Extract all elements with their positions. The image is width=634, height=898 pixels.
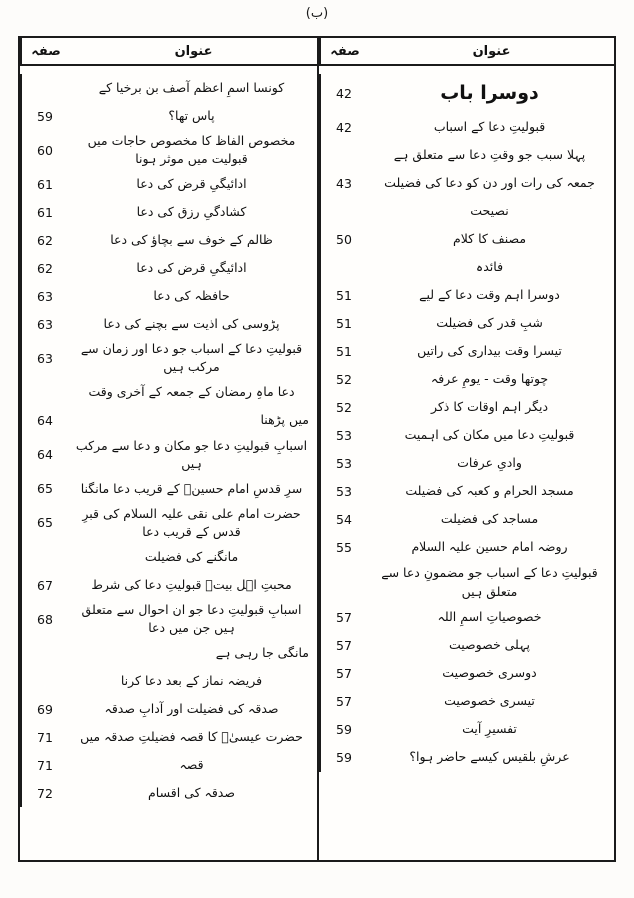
header-title-label: عنوان [174, 43, 213, 59]
table-row [319, 744, 614, 772]
table-row [319, 422, 614, 450]
table-row [319, 632, 614, 660]
entry-title: ادائیگیِ قرض کی دعا [136, 176, 247, 192]
entry-title: صدقہ کی فضیلت اور آدابِ صدقہ [104, 701, 279, 717]
table-row [319, 282, 614, 310]
table-row [319, 450, 614, 478]
column-header-right [319, 38, 614, 66]
entry-page: 57 [319, 660, 367, 688]
entry-title: عرشِ بلقیس کیسے حاضر ہوا؟ [409, 749, 570, 765]
table-row [20, 282, 317, 310]
table-row [319, 604, 614, 632]
entry-title: دیگر اہم اوقات کا ذکر [430, 399, 549, 415]
table-row [319, 74, 614, 114]
entry-title: دوسرا باب [440, 82, 539, 104]
table-row [20, 310, 317, 338]
table-of-contents [18, 36, 616, 862]
entry-page: 64 [20, 435, 68, 475]
entry-title: اسبابِ قبولیتِ دعا جو ان احوال سے متعلق ہیں جن میں دعا [81, 602, 302, 636]
toc-column-right [317, 38, 614, 860]
entry-title: حضرت امام علی نقی علیہ السلام کی قبرِ قدس کے قریب دعا [82, 505, 301, 539]
toc-rows-right [319, 66, 614, 860]
column-header-left [20, 38, 317, 66]
entry-title: پہلا سبب جو وقتِ دعا سے متعلق ہے [393, 147, 586, 163]
entry-page [20, 667, 68, 695]
entry-title: تفسیرِ آیت [462, 721, 517, 737]
table-row [319, 198, 614, 226]
entry-title: شبِ قدر کی فضیلت [436, 315, 543, 331]
entry-title: پہلی خصوصیت [448, 637, 531, 653]
entry-page: 52 [319, 394, 367, 422]
table-row [319, 534, 614, 562]
entry-page: 52 [319, 366, 367, 394]
entry-page: 42 [319, 114, 367, 142]
table-row [20, 379, 317, 407]
table-row [20, 74, 317, 102]
entry-title: مخصوص الفاظ کا مخصوص حاجات میں قبولیت میں موثر ہونا [87, 133, 296, 167]
table-row [20, 723, 317, 751]
entry-page: 61 [20, 198, 68, 226]
entry-page: 67 [20, 571, 68, 599]
entry-page: 59 [319, 716, 367, 744]
table-row [20, 543, 317, 571]
table-row [20, 407, 317, 435]
entry-page: 63 [20, 310, 68, 338]
entry-page: 65 [20, 503, 68, 543]
entry-page: 53 [319, 450, 367, 478]
table-row [319, 170, 614, 198]
table-row [319, 478, 614, 506]
entry-title: تیسری خصوصیت [444, 693, 535, 709]
table-row [20, 254, 317, 282]
table-row [20, 751, 317, 779]
entry-title: چوتھا وقت - یومِ عرفہ [430, 371, 549, 387]
entry-title: کونسا اسمِ اعظم آصف بن برخیا کے [98, 79, 285, 95]
entry-title: فریضہ نماز کے بعد دعا کرنا [120, 673, 263, 689]
entry-title: اسبابِ قبولیتِ دعا جو مکان و دعا سے مرکب ہیں [75, 437, 308, 471]
entry-title: قبولیتِ دعا میں مکان کی اہمیت [404, 427, 575, 443]
entry-page: 62 [20, 226, 68, 254]
entry-title: قبولیتِ دعا کے اسباب [433, 119, 546, 135]
table-row [20, 667, 317, 695]
page-marker: (ب) [305, 6, 329, 21]
table-row [319, 716, 614, 744]
entry-page [20, 379, 68, 407]
entry-page: 53 [319, 422, 367, 450]
entry-page: 59 [20, 102, 68, 130]
table-row [319, 142, 614, 170]
entry-page [20, 639, 68, 667]
table-row [20, 779, 317, 807]
entry-title: حافظہ کی دعا [153, 288, 230, 304]
entry-title: دوسرا اہم وقت دعا کے لیے [419, 287, 560, 303]
entry-page: 62 [20, 254, 68, 282]
entry-title: مساجد کی فضیلت [440, 511, 539, 527]
entry-title: خصوصیاتِ اسمِ اللہ [437, 609, 542, 625]
table-row [319, 366, 614, 394]
entry-page: 59 [319, 744, 367, 772]
entry-page: 50 [319, 226, 367, 254]
entry-title: محبتِ اہل بیتؑ قبولیتِ دعا کی شرط [91, 576, 292, 592]
entry-page: 57 [319, 604, 367, 632]
table-row [20, 695, 317, 723]
entry-page: 53 [319, 478, 367, 506]
table-row [20, 639, 317, 667]
header-page-label: صفہ [319, 38, 369, 64]
table-row [20, 226, 317, 254]
entry-page [20, 543, 68, 571]
table-row [20, 170, 317, 198]
entry-page [319, 198, 367, 226]
entry-page: 69 [20, 695, 68, 723]
entry-title: مانگی جا رہی ہے [215, 645, 309, 661]
toc-column-left [20, 38, 317, 860]
entry-page: 61 [20, 170, 68, 198]
table-row [20, 503, 317, 543]
entry-title: پاس تھا؟ [168, 107, 215, 123]
table-row [319, 562, 614, 604]
table-row [20, 475, 317, 503]
entry-page: 63 [20, 282, 68, 310]
entry-page [319, 254, 367, 282]
entry-page: 64 [20, 407, 68, 435]
entry-title: روضہ امام حسین علیہ السلام [411, 539, 568, 555]
entry-page: 68 [20, 599, 68, 639]
entry-page: 42 [319, 74, 367, 114]
entry-page: 60 [20, 130, 68, 170]
entry-title: صدقہ کی اقسام [148, 785, 235, 801]
entry-page: 65 [20, 475, 68, 503]
entry-title: فائدہ [475, 259, 504, 275]
entry-page [319, 142, 367, 170]
entry-page [319, 562, 367, 604]
entry-title: دعا ماہِ رمضان کے جمعہ کے آخری وقت [88, 384, 295, 400]
table-row [319, 660, 614, 688]
entry-title: قبولیتِ دعا کے اسباب جو مضمونِ دعا سے متعلق ہیں [381, 565, 598, 599]
entry-page: 72 [20, 779, 68, 807]
table-row [319, 226, 614, 254]
table-row [20, 102, 317, 130]
table-row [20, 571, 317, 599]
table-row [20, 599, 317, 639]
table-row [319, 394, 614, 422]
entry-page [20, 74, 68, 102]
entry-title: پڑوسی کی اذیت سے بچنے کی دعا [103, 316, 280, 332]
entry-page: 54 [319, 506, 367, 534]
table-row [319, 310, 614, 338]
entry-title: قصہ [179, 757, 204, 773]
table-row [20, 130, 317, 170]
entry-title: قبولیتِ دعا کے اسباب جو دعا اور زمان سے مرکب ہیں [80, 341, 303, 375]
table-row [319, 338, 614, 366]
table-row [319, 688, 614, 716]
entry-page: 51 [319, 310, 367, 338]
entry-page: 57 [319, 688, 367, 716]
entry-title: دوسری خصوصیت [442, 665, 537, 681]
header-page-label: صفہ [20, 38, 70, 64]
entry-title: حضرت عیسیٰؑ کا قصہ فضیلتِ صدقہ میں [80, 729, 303, 745]
entry-title: مانگنے کی فضیلت [144, 548, 239, 564]
table-row [20, 435, 317, 475]
entry-title: کشادگیِ رزق کی دعا [136, 204, 247, 220]
entry-title: نصیحت [470, 203, 509, 219]
table-row [20, 338, 317, 378]
entry-page: 55 [319, 534, 367, 562]
entry-page: 71 [20, 751, 68, 779]
entry-page: 51 [319, 282, 367, 310]
table-row [319, 506, 614, 534]
entry-title: وادیِ عرفات [457, 455, 522, 471]
entry-title: مسجد الحرام و کعبہ کی فضیلت [405, 483, 574, 499]
entry-title: مصنف کا کلام [452, 231, 527, 247]
entry-page: 43 [319, 170, 367, 198]
entry-title: میں پڑھنا [260, 412, 309, 428]
entry-title: سرِ قدسِ امام حسینؑ کے قریب دعا مانگنا [80, 480, 303, 496]
table-row [319, 114, 614, 142]
entry-title: جمعہ کی رات اور دن کو دعا کی فضیلت [384, 175, 595, 191]
entry-page: 57 [319, 632, 367, 660]
entry-page: 51 [319, 338, 367, 366]
table-row [319, 254, 614, 282]
entry-title: ادائیگیِ قرض کی دعا [136, 260, 247, 276]
entry-page: 71 [20, 723, 68, 751]
entry-page: 63 [20, 338, 68, 378]
toc-rows-left [20, 66, 317, 860]
entry-title: تیسرا وقت بیداری کی راتیں [417, 343, 562, 359]
header-title-label: عنوان [472, 43, 511, 59]
entry-title: ظالم کے خوف سے بچاؤ کی دعا [110, 232, 273, 248]
table-row [20, 198, 317, 226]
